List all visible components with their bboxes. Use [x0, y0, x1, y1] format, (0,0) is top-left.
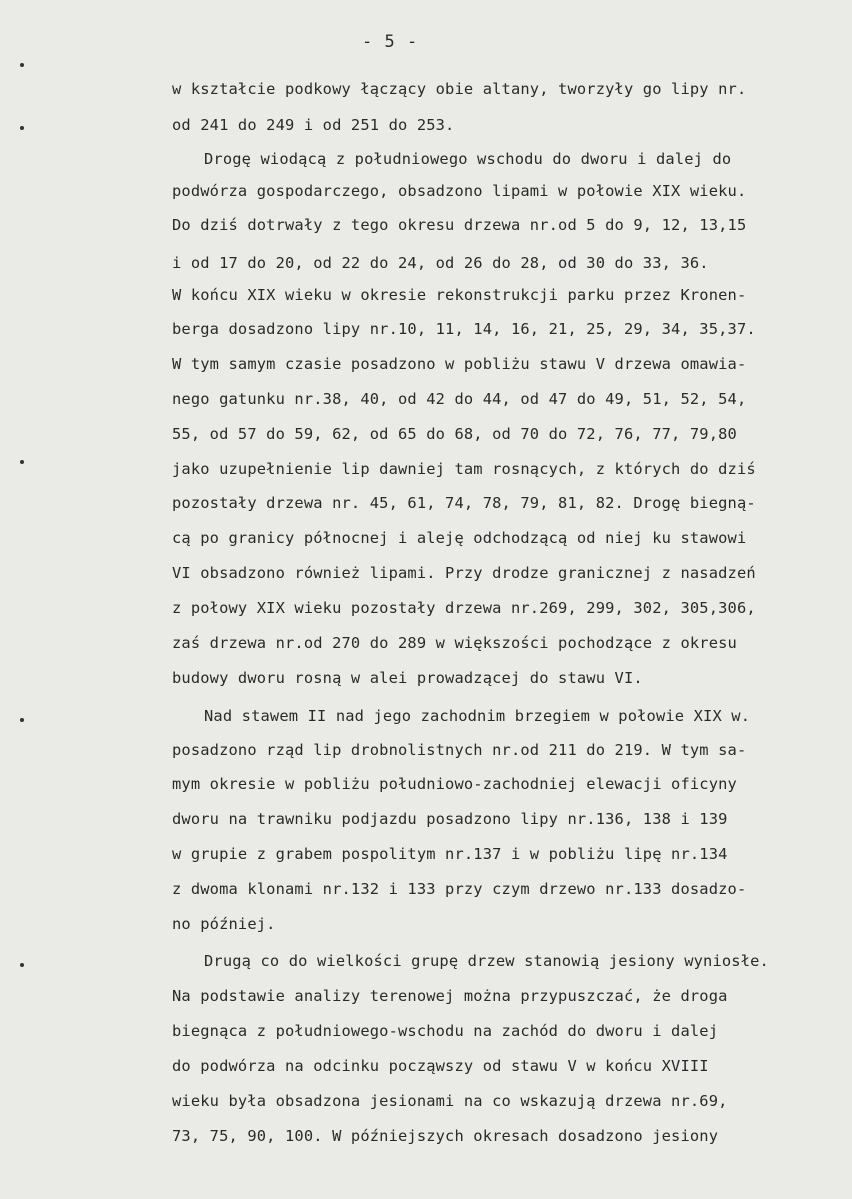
text-line: Na podstawie analizy terenowej można przypuszczać, że droga	[172, 987, 728, 1005]
margin-mark	[20, 718, 24, 722]
text-line: w grupie z grabem pospolitym nr.137 i w pobliżu lipę nr.134	[172, 845, 728, 863]
text-line: w kształcie podkowy łączący obie altany, tworzyły go lipy nr.	[172, 80, 747, 98]
text-line: 55, od 57 do 59, 62, od 65 do 68, od 70 do 72, 76, 77, 79,80	[172, 425, 737, 443]
text-line: 73, 75, 90, 100. W późniejszych okresach dosadzono jesiony	[172, 1127, 719, 1145]
text-line: z połowy XIX wieku pozostały drzewa nr.269, 299, 302, 305,306,	[172, 599, 756, 617]
text-line: do podwórza na odcinku począwszy od stawu V w końcu XVIII	[172, 1057, 709, 1075]
margin-mark	[20, 63, 24, 67]
page-number: - 5 -	[362, 32, 419, 52]
text-line: nego gatunku nr.38, 40, od 42 do 44, od 47 do 49, 51, 52, 54,	[172, 390, 747, 408]
text-line: no później.	[172, 915, 276, 933]
margin-mark	[20, 460, 24, 464]
margin-mark	[20, 963, 24, 967]
text-line: W końcu XIX wieku w okresie rekonstrukcji parku przez Kronen-	[172, 286, 747, 304]
text-line: biegnąca z południowego-wschodu na zachód do dworu i dalej	[172, 1022, 719, 1040]
text-line: podwórza gospodarczego, obsadzono lipami w połowie XIX wieku.	[172, 182, 747, 200]
text-line: berga dosadzono lipy nr.10, 11, 14, 16, 21, 25, 29, 34, 35,37.	[172, 320, 756, 338]
text-line: wieku była obsadzona jesionami na co wskazują drzewa nr.69,	[172, 1092, 728, 1110]
margin-mark	[20, 126, 24, 130]
text-line: pozostały drzewa nr. 45, 61, 74, 78, 79, 81, 82. Drogę biegną-	[172, 494, 756, 512]
text-line: Do dziś dotrwały z tego okresu drzewa nr.od 5 do 9, 12, 13,15	[172, 216, 747, 234]
text-line: mym okresie w pobliżu południowo-zachodniej elewacji oficyny	[172, 775, 737, 793]
text-line: z dwoma klonami nr.132 i 133 przy czym drzewo nr.133 dosadzo-	[172, 880, 747, 898]
text-line: W tym samym czasie posadzono w pobliżu stawu V drzewa omawia-	[172, 355, 747, 373]
text-line: dworu na trawniku podjazdu posadzono lipy nr.136, 138 i 139	[172, 810, 728, 828]
text-line: cą po granicy północnej i aleję odchodzącą od niej ku stawowi	[172, 529, 747, 547]
text-line: zaś drzewa nr.od 270 do 289 w większości pochodzące z okresu	[172, 634, 737, 652]
text-line: Drogę wiodącą z południowego wschodu do dworu i dalej do	[204, 150, 732, 168]
text-line: Nad stawem II nad jego zachodnim brzegiem w połowie XIX w.	[204, 707, 751, 725]
text-line: Drugą co do wielkości grupę drzew stanowią jesiony wyniosłe.	[204, 952, 769, 970]
text-line: jako uzupełnienie lip dawniej tam rosnących, z których do dziś	[172, 460, 756, 478]
text-line: budowy dworu rosną w alei prowadzącej do stawu VI.	[172, 669, 643, 687]
text-line: i od 17 do 20, od 22 do 24, od 26 do 28, od 30 do 33, 36.	[172, 254, 709, 272]
text-line: VI obsadzono również lipami. Przy drodze granicznej z nasadzeń	[172, 564, 756, 582]
text-line: od 241 do 249 i od 251 do 253.	[172, 116, 455, 134]
text-line: posadzono rząd lip drobnolistnych nr.od 211 do 219. W tym sa-	[172, 741, 747, 759]
